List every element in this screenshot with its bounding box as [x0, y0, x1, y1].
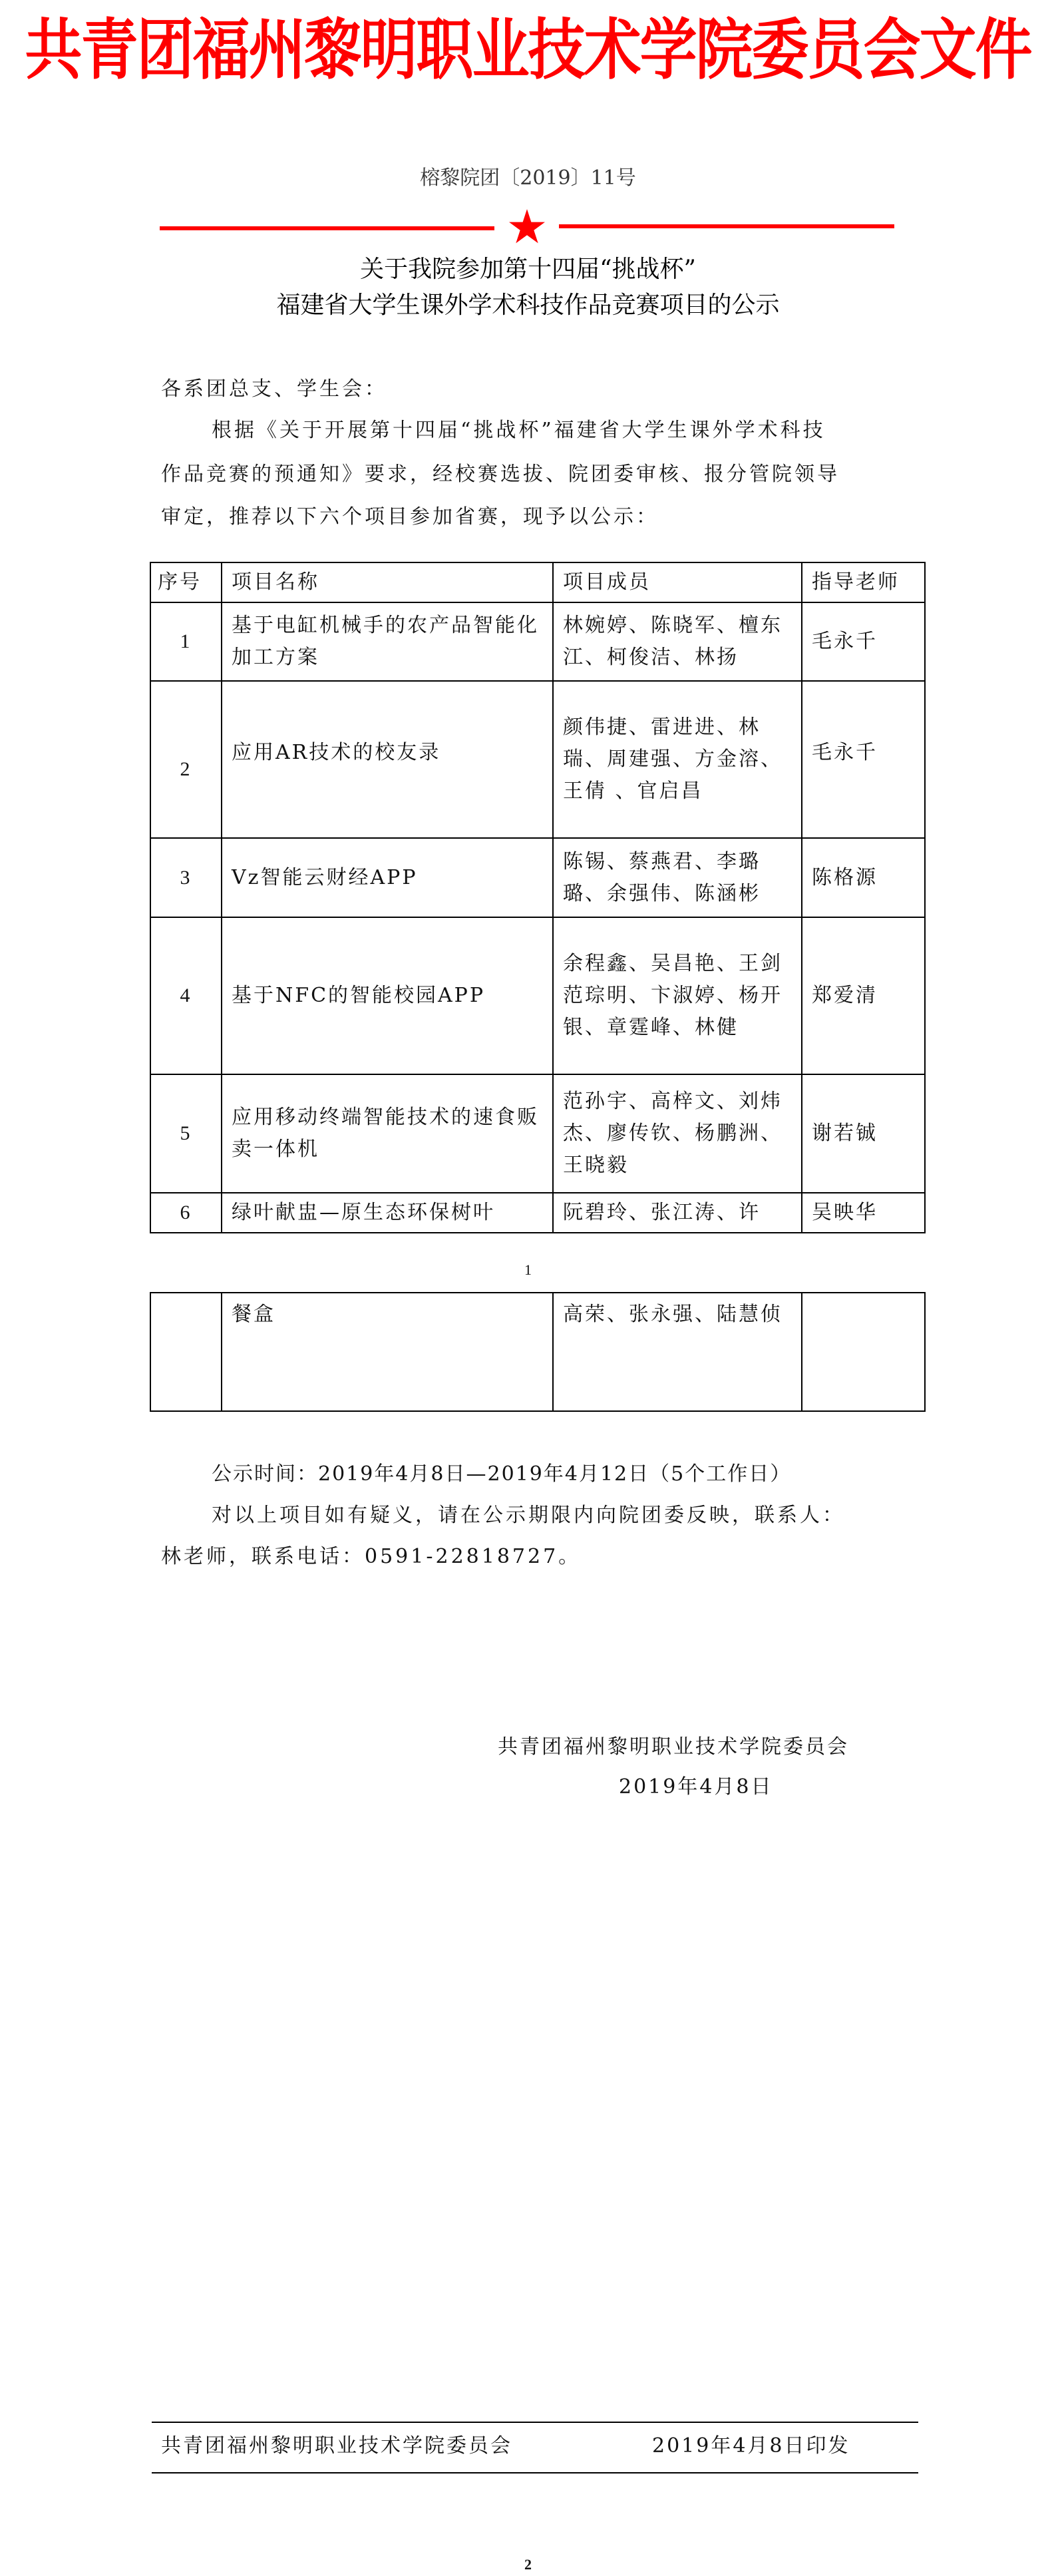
row-serial: 6	[150, 1193, 222, 1233]
document-red-header: 共青团福州黎明职业技术学院委员会文件	[25, 12, 1031, 89]
header-advisor: 指导老师	[802, 562, 925, 602]
row-advisor	[802, 1293, 925, 1411]
table-row	[150, 1293, 925, 1411]
row-serial: 5	[150, 1074, 222, 1193]
notice-period: 公示时间：2019年4月8日—2019年4月12日（5个工作日）	[212, 1462, 792, 1486]
page-number-2: 2	[524, 2556, 532, 2573]
row-members: 颜伟捷、雷进进、林瑞、周建强、方金溶、王倩 、官启昌	[553, 681, 802, 838]
header-serial: 序号	[150, 562, 222, 602]
intro-paragraph-line2: 作品竞赛的预通知》要求，经校赛选拔、院团委审核、报分管院领导	[161, 463, 840, 486]
row-project-name: 绿叶献盅—原生态环保树叶	[222, 1193, 553, 1233]
projects-table	[150, 562, 926, 1233]
footer-bottom-rule	[152, 2472, 918, 2473]
row-members: 余程鑫、吴昌艳、王剑 范琮明、卞淑婷、杨开银、章霆峰、林健	[553, 917, 802, 1074]
intro-paragraph-line1: 根据《关于开展第十四届“挑战杯”福建省大学生课外学术科技	[212, 419, 826, 442]
footer-org: 共青团福州黎明职业技术学院委员会	[161, 2434, 512, 2458]
table-header-row	[150, 562, 925, 602]
row-project-name: 应用移动终端智能技术的速食贩卖一体机	[222, 1074, 553, 1193]
row-project-name: Vz智能云财经APP	[222, 838, 553, 917]
row-advisor: 毛永千	[802, 681, 925, 838]
row-advisor: 吴映华	[802, 1193, 925, 1233]
row-members: 高荣、张永强、陆慧侦	[553, 1293, 802, 1411]
row-project-name: 餐盒	[222, 1293, 553, 1411]
red-star-icon	[509, 209, 545, 244]
notice-title-line1: 关于我院参加第十四届“挑战杯”	[360, 256, 696, 283]
row-serial	[150, 1293, 222, 1411]
row-project-name: 基于NFC的智能校园APP	[222, 917, 553, 1074]
row-members: 范孙宇、高梓文、刘炜杰、廖传钦、杨鹏洲、王晓毅	[553, 1074, 802, 1193]
row-advisor: 谢若铖	[802, 1074, 925, 1193]
footer-issue-date: 2019年4月8日印发	[652, 2434, 850, 2458]
row-serial: 2	[150, 681, 222, 838]
red-divider-left	[160, 226, 494, 230]
signature-date: 2019年4月8日	[619, 1775, 773, 1799]
projects-table-continuation	[150, 1292, 926, 1412]
row-serial: 3	[150, 838, 222, 917]
row-members: 林婉婷、陈晓军、檀东江、柯俊洁、林扬	[553, 602, 802, 681]
header-members: 项目成员	[553, 562, 802, 602]
table-row	[150, 681, 925, 838]
row-advisor: 陈格源	[802, 838, 925, 917]
table-row	[150, 1193, 925, 1233]
footer-top-rule	[152, 2422, 918, 2423]
table-row	[150, 838, 925, 917]
table-row	[150, 1074, 925, 1193]
notice-contact-line1: 对以上项目如有疑义，请在公示期限内向院团委反映，联系人：	[212, 1504, 845, 1527]
table-row	[150, 917, 925, 1074]
table-row	[150, 602, 925, 681]
row-advisor: 郑爱清	[802, 917, 925, 1074]
salutation: 各系团总支、学生会：	[161, 377, 387, 401]
red-divider-right	[559, 224, 894, 228]
signature-org: 共青团福州黎明职业技术学院委员会	[498, 1735, 849, 1759]
notice-title-line2: 福建省大学生课外学术科技作品竞赛项目的公示	[276, 292, 780, 319]
row-advisor: 毛永千	[802, 602, 925, 681]
row-members: 阮碧玲、张江涛、许	[553, 1193, 802, 1233]
row-serial: 1	[150, 602, 222, 681]
row-members: 陈锡、蔡燕君、李璐璐、余强伟、陈涵彬	[553, 838, 802, 917]
notice-contact-line2: 林老师，联系电话：0591-22818727。	[161, 1545, 582, 1568]
row-serial: 4	[150, 917, 222, 1074]
header-project-name: 项目名称	[222, 562, 553, 602]
row-project-name: 应用AR技术的校友录	[222, 681, 553, 838]
document-number: 榕黎院团〔2019〕11号	[420, 166, 636, 190]
row-project-name: 基于电缸机械手的农产品智能化加工方案	[222, 602, 553, 681]
page-number-1: 1	[524, 1261, 532, 1278]
intro-paragraph-line3: 审定，推荐以下六个项目参加省赛，现予以公示：	[161, 505, 659, 529]
